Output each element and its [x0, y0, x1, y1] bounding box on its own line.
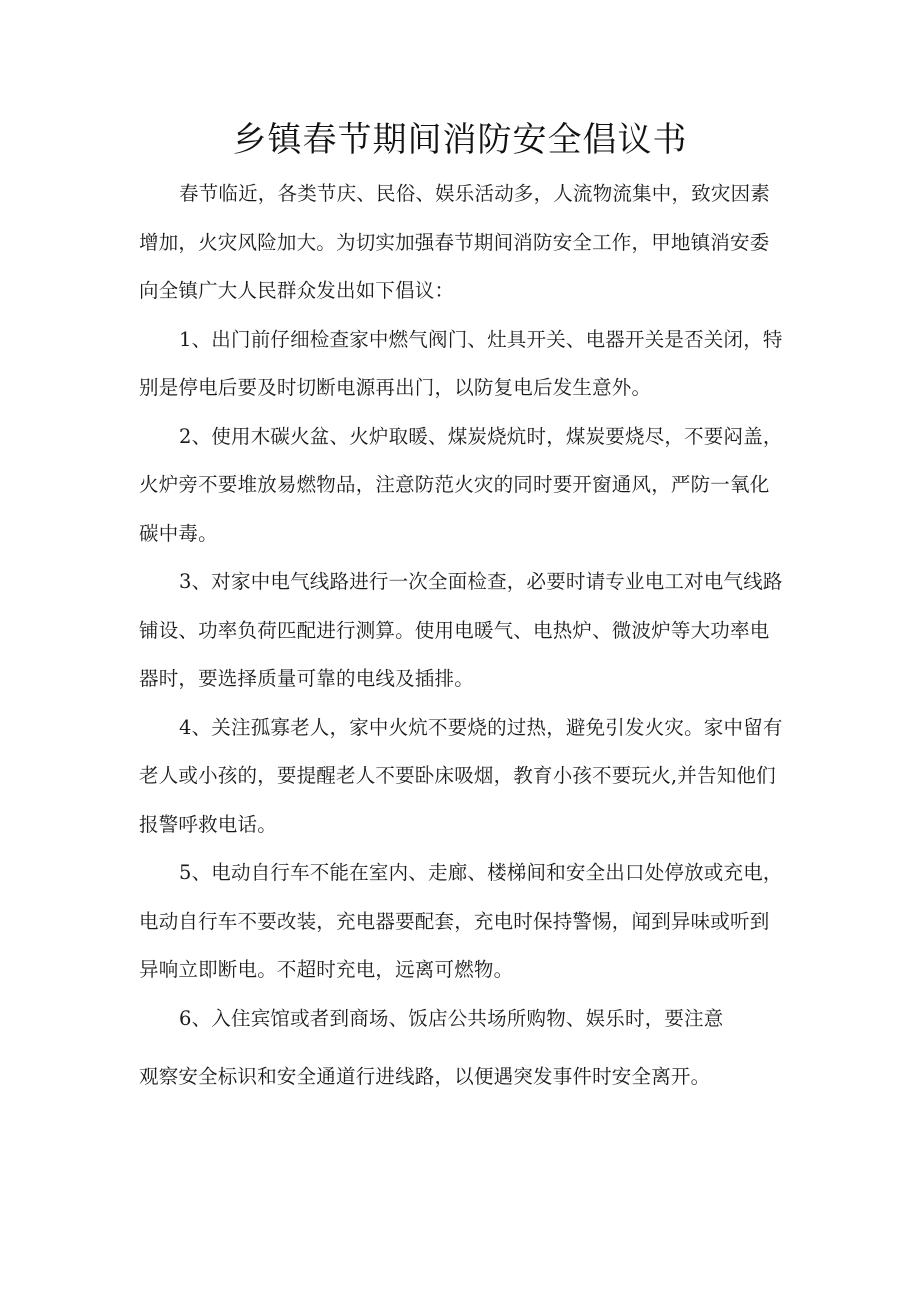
item-1-line-2: 别是停电后要及时切断电源再出门，以防复电后发生意外。: [139, 376, 652, 399]
intro-line-3: 向全镇广大人民群众发出如下倡议：: [139, 279, 455, 302]
item-4-line-2: 老人或小孩的，要提醒老人不要卧床吸烟，教育小孩不要玩火,并告知他们: [139, 764, 776, 787]
intro-line-1: 春节临近，各类节庆、民俗、娱乐活动多，人流物流集中，致灾因素: [179, 182, 771, 205]
item-2-line-2: 火炉旁不要堆放易燃物品，注意防范火灾的同时要开窗通风，严防一氧化: [139, 473, 770, 496]
item-2-line-3: 碳中毒。: [139, 522, 218, 545]
item-6-line-2: 观察安全标识和安全通道行进线路，以便遇突发事件时安全离开。: [139, 1065, 711, 1088]
item-3-line-2: 铺设、功率负荷匹配进行测算。使用电暖气、电热炉、微波炉等大功率电: [139, 619, 770, 642]
item-3-line-3: 器时，要选择质量可靠的电线及插排。: [139, 667, 474, 690]
intro-line-2: 增加，火灾风险加大。为切实加强春节期间消防安全工作，甲地镇消安委: [139, 231, 770, 254]
document-title: 乡镇春节期间消防安全倡议书: [232, 120, 688, 160]
item-2-line-1: 2、使用木碳火盆、火炉取暖、煤炭烧炕时，煤炭要烧尽，不要闷盖，: [179, 425, 783, 448]
item-5-line-3: 异响立即断电。不超时充电，远离可燃物。: [139, 958, 514, 981]
item-1-line-1: 1、出门前仔细检查家中燃气阀门、灶具开关、电器开关是否关闭，特: [179, 328, 783, 351]
item-4-line-1: 4、关注孤寡老人，家中火炕不要烧的过热，避免引发火灾。家中留有: [179, 716, 783, 739]
item-4-line-3: 报警呼救电话。: [139, 813, 277, 836]
item-5-line-1: 5、电动自行车不能在室内、走廊、楼梯间和安全出口处停放或充电，: [179, 861, 783, 884]
item-3-line-1: 3、对家中电气线路进行一次全面检查，必要时请专业电工对电气线路: [179, 570, 783, 593]
item-6-line-1: 6、入住宾馆或者到商场、饭店公共场所购物、娱乐时，要注意: [179, 1007, 724, 1030]
item-5-line-2: 电动自行车不要改装，充电器要配套，充电时保持警惕，闻到异味或听到: [139, 910, 770, 933]
